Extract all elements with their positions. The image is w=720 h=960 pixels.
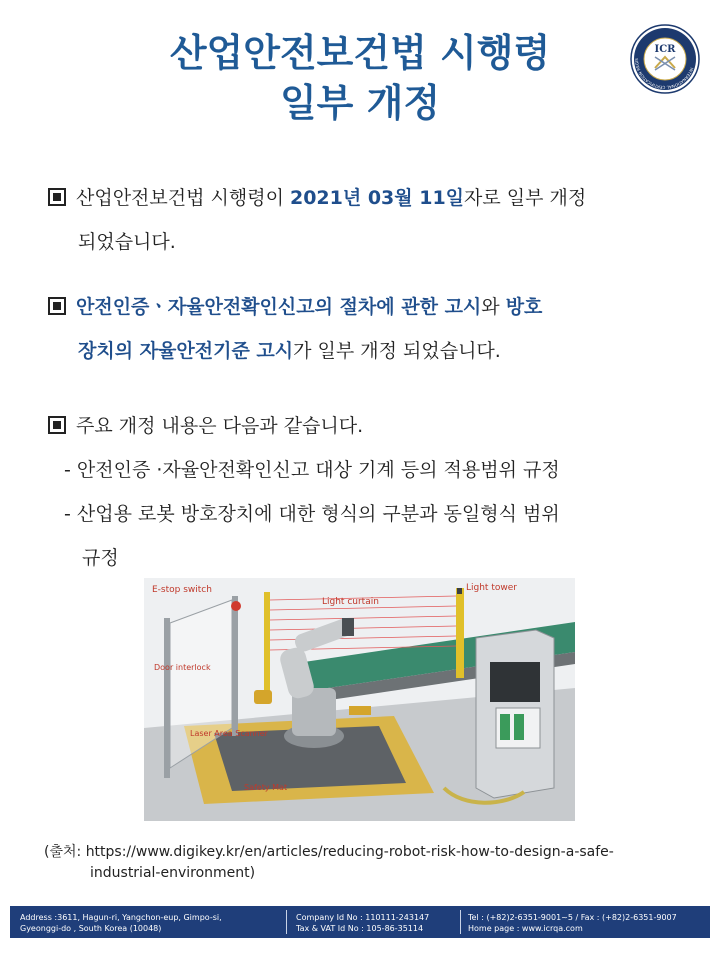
footer-company-ids: Company Id No : 110111-243147 Tax & VAT Id No : 105-86-35114 [296, 913, 430, 933]
footer-divider [286, 910, 287, 934]
homepage-link[interactable]: Home page : www.icrqa.com [468, 924, 583, 933]
source-citation: (출처: https://www.digikey.kr/en/articles/reducing-robot-risk-how-to-design-a-safe- industrial-environment) [44, 844, 614, 881]
square-bullet-icon [48, 297, 66, 315]
title-line-2: 일부 개정 [279, 81, 441, 125]
footer-bar [10, 906, 710, 938]
icr-logo [630, 24, 700, 94]
label-estop: E-stop switch [152, 585, 212, 595]
source-url: https://www.digikey.kr/en/articles/reducing-robot-risk-how-to-design-a-safe- [85, 844, 614, 860]
square-bullet-icon [48, 416, 66, 434]
label-light-curtain: Light curtain [322, 597, 379, 607]
square-bullet-icon [48, 188, 66, 206]
logo-text: ICR [654, 44, 676, 55]
notice-name-2: 장치의 자율안전기준 고시 [78, 340, 294, 362]
label-light-tower: Light tower [466, 583, 517, 593]
amendment-date: 2021년 03월 11일 [289, 187, 465, 209]
page-title [0, 28, 720, 128]
list-item: - 산업용 로봇 방호장치에 대한 형식의 구분과 동일형식 범위 [64, 503, 560, 525]
label-door-interlock: Door interlock [154, 663, 211, 672]
label-safety-mat: Safety Mat [244, 783, 288, 792]
footer-address: Address :3611, Hagun-ri, Yangchon-eup, Gimpo-si, Gyeonggi-do , South Korea (10048) [20, 913, 222, 933]
label-laser-scanner: Laser Area Scanner [190, 729, 268, 738]
robot-cell-illustration [144, 578, 575, 821]
paragraph-1: 산업안전보건법 시행령이 2021년 03월 11일자로 일부 개정 되었습니다. [44, 176, 684, 264]
list-item: - 안전인증 ·자율안전확인신고 대상 기계 등의 적용범위 규정 [64, 459, 560, 481]
notice-name-1: 안전인증ㆍ자율안전확인신고의 절차에 관한 고시 [76, 296, 482, 318]
paragraph-3: 주요 개정 내용은 다음과 같습니다. - 안전인증 ·자율안전확인신고 대상 기계 등의 적용범위 규정 - 산업용 로봇 방호장치에 대한 형식의 구분과 동일형식 범위 규정 [44, 404, 684, 580]
footer-contact: Tel : (+82)2-6351-9001~5 / Fax : (+82)2-6351-9007 Home page : www.icrqa.com [468, 913, 677, 933]
logo-ring-text: INTERNATIONAL CERTIFICATION REGIS [633, 58, 695, 91]
footer-divider [460, 910, 461, 934]
paragraph-2: 안전인증ㆍ자율안전확인신고의 절차에 관한 고시와 방호 장치의 자율안전기준 고시가 일부 개정 되었습니다. [44, 285, 684, 373]
title-line-1: 산업안전보건법 시행령 [169, 31, 551, 75]
